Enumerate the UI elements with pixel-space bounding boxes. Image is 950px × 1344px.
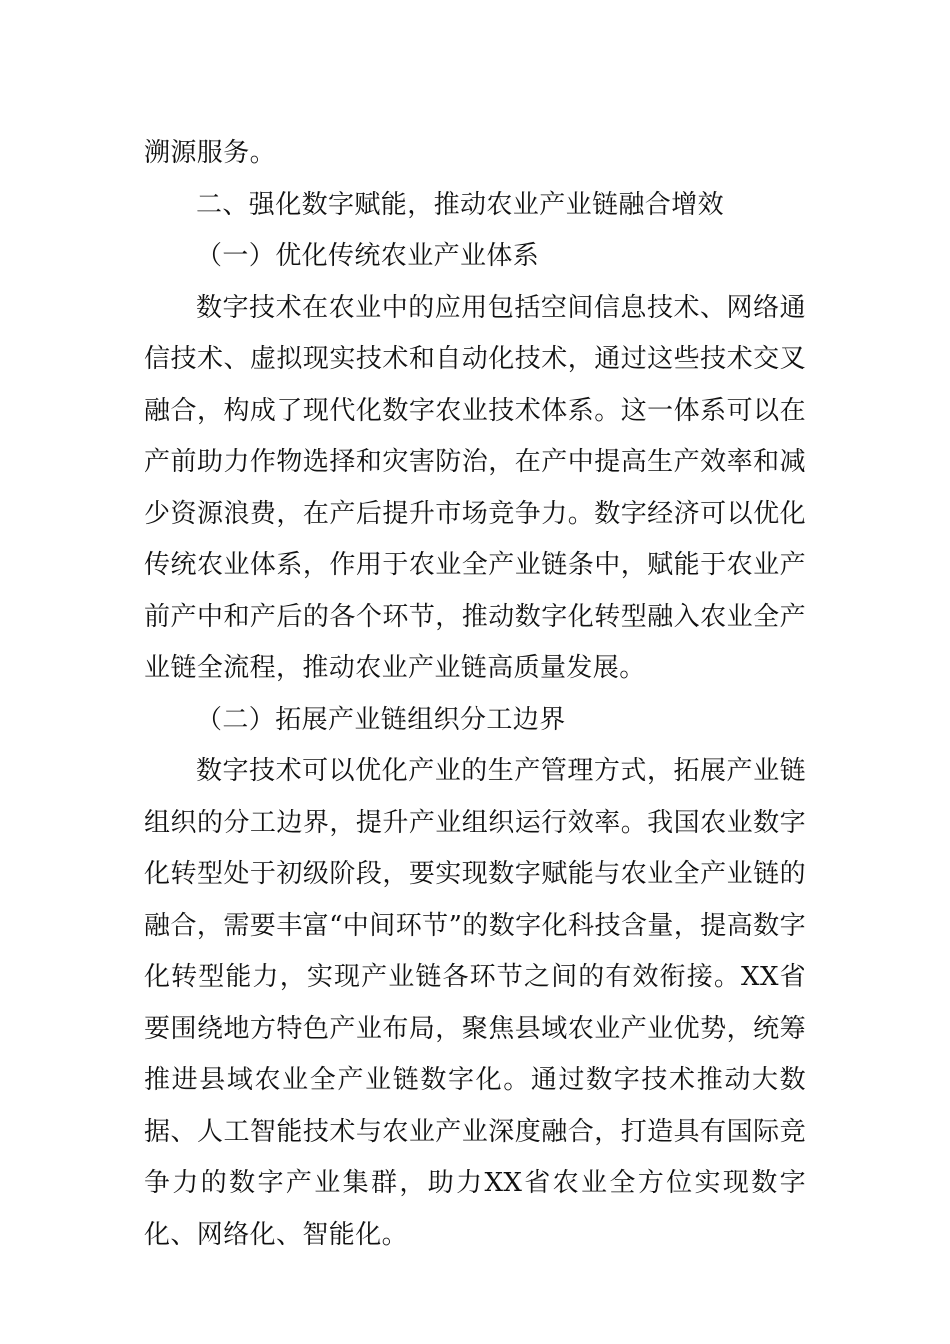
paragraph-body-2: 数字技术可以优化产业的生产管理方式，拓展产业链组织的分工边界，提升产业组织运行效率。我国农业数字化转型处于初级阶段，要实现数字赋能与农业全产业链的融合，需要丰富“中间环节”的数字化科技含量，提高数字化转型能力，实现产业链各环节之间的有效衔接。XX省要围绕地方特色产业布局，聚焦县域农业产业优势，统筹推进县域农业全产业链数字化。通过数字技术推动大数据、人工智能技术与农业产业深度融合，打造具有国际竞争力的数字产业集群，助力XX省农业全方位实现数字化、网络化、智能化。 [144, 756, 806, 1250]
document-body [144, 128, 806, 1261]
section-heading-2: 二、强化数字赋能，推动农业产业链融合增效 [196, 189, 725, 220]
paragraph-continued: 溯源服务。 [144, 138, 277, 168]
subsection-heading-2: （二）拓展产业链组织分工边界 [196, 704, 566, 735]
paragraph-body-1: 数字技术在农业中的应用包括空间信息技术、网络通信技术、虚拟现实技术和自动化技术，通过这些技术交叉融合，构成了现代化数字农业技术体系。这一体系可以在产前助力作物选择和灾害防治，在产中提高生产效率和减少资源浪费，在产后提升市场竞争力。数字经济可以优化传统农业体系，作用于农业全产业链条中，赋能于农业产前产中和产后的各个环节，推动数字化转型融入农业全产业链全流程，推动农业产业链高质量发展。 [144, 292, 806, 683]
subsection-heading-1: （一）优化传统农业产业体系 [196, 241, 540, 271]
